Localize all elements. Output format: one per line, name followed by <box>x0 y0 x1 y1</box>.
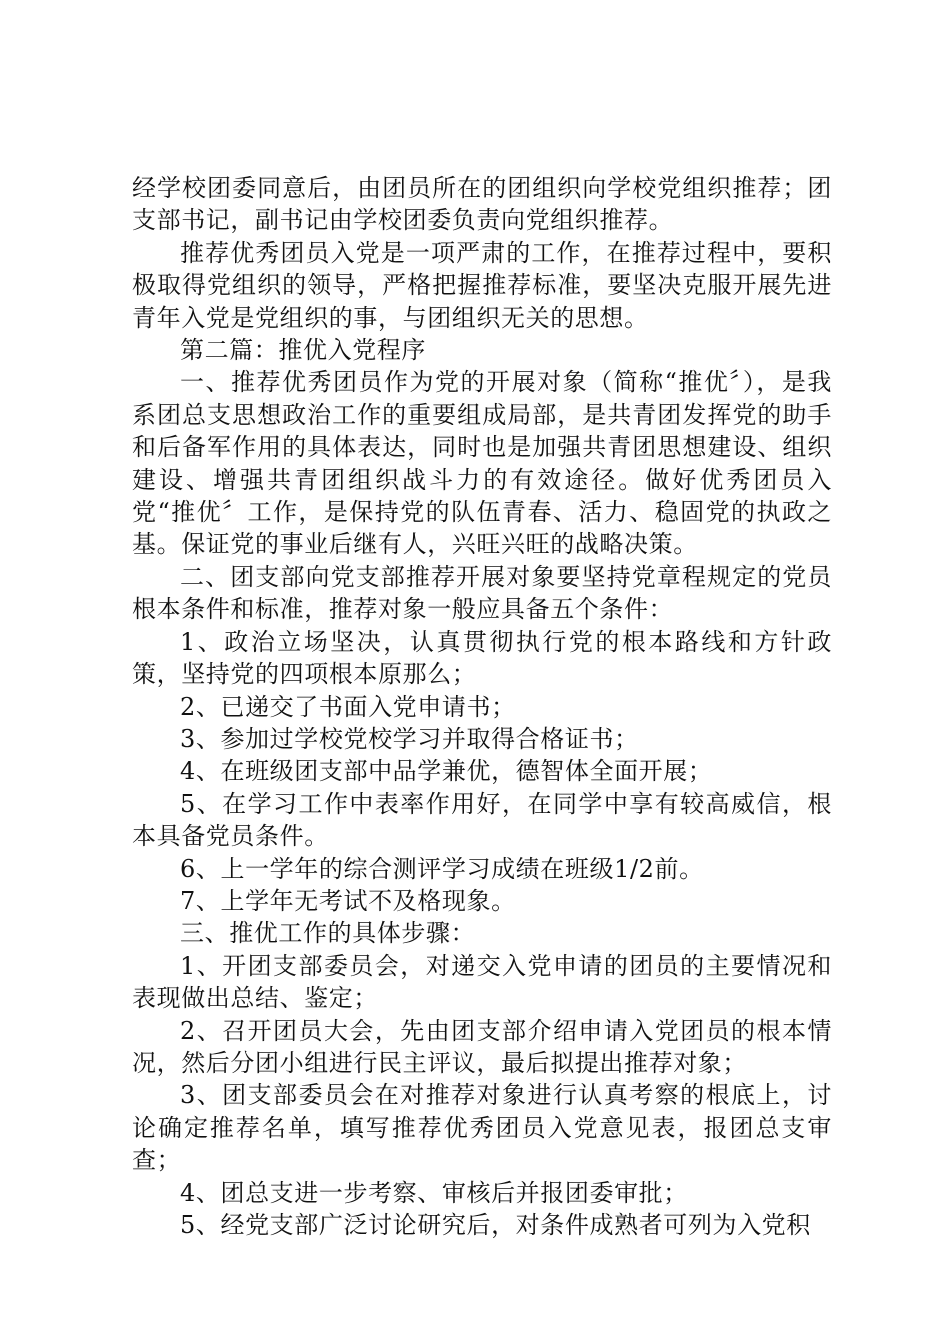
list-item-step-4: 4、团总支进一步考察、审核后并报团委审批； <box>180 1178 688 1207</box>
list-item-condition-3: 3、参加过学校党校学习并取得合格证书； <box>180 724 639 753</box>
list-item-condition-6: 6、上一学年的综合测评学习成绩在班级1/2前。 <box>180 854 704 883</box>
list-item-condition-5: 5、在学习工作中表率作用好，在同学中享有较高威信，根本具备党员条件。 <box>132 789 832 851</box>
list-item-condition-2: 2、已递交了书面入党申请书； <box>180 692 516 721</box>
list-item-step-2: 2、召开团员大会，先由团支部介绍申请入党团员的根本情况，然后分团小组进行民主评议，最后拟提出推荐对象； <box>132 1016 832 1077</box>
list-item-step-5: 5、经党支部广泛讨论研究后，对条件成熟者可列为入党积 <box>180 1211 811 1239</box>
paragraph-1: 经学校团委同意后，由团员所在的团组织向学校党组织推荐；团支部书记，副书记由学校团委负责向党组织推荐。 <box>132 174 832 235</box>
list-item-step-3: 3、团支部委员会在对推荐对象进行认真考察的根底上，讨论确定推荐名单，填写推荐优秀团员入党意见表，报团总支审查； <box>132 1081 832 1175</box>
list-item-step-1: 1、开团支部委员会，对递交入党申请的团员的主要情况和表现做出总结、鉴定； <box>132 951 832 1013</box>
paragraph-4: 一、推荐优秀团员作为党的开展对象（简称“推优〞），是我系团总支思想政治工作的重要组成局部，是共青团发挥党的助手和后备军作用的具体表达，同时也是加强共青团思想建设、组织建设、增强共青团组织战斗力的有效途径。做好优秀团员入党“推优〞工作，是保持党的队伍青春、活力、稳固党的执政之基。保证党的事业后继有人，兴旺兴旺的战略决策。 <box>132 368 832 559</box>
list-item-condition-4: 4、在班级团支部中品学兼优，德智体全面开展； <box>180 757 713 786</box>
section-heading: 第二篇：推优入党程序 <box>180 336 426 365</box>
paragraph-5: 二、团支部向党支部推荐开展对象要坚持党章程规定的党员根本条件和标准，推荐对象一般应具备五个条件： <box>132 562 832 624</box>
list-item-condition-1: 1、政治立场坚决，认真贯彻执行党的根本路线和方针政策，坚持党的四项根本原那么； <box>132 627 832 689</box>
list-item-condition-7: 7、上学年无考试不及格现象。 <box>180 886 516 915</box>
paragraph-2: 推荐优秀团员入党是一项严肃的工作，在推荐过程中，要积极取得党组织的领导，严格把握推荐标准，要坚决克服开展先进青年入党是党组织的事，与团组织无关的思想。 <box>132 238 832 332</box>
document-body <box>132 172 832 1241</box>
subsection-heading: 三、推优工作的具体步骤： <box>180 919 476 948</box>
